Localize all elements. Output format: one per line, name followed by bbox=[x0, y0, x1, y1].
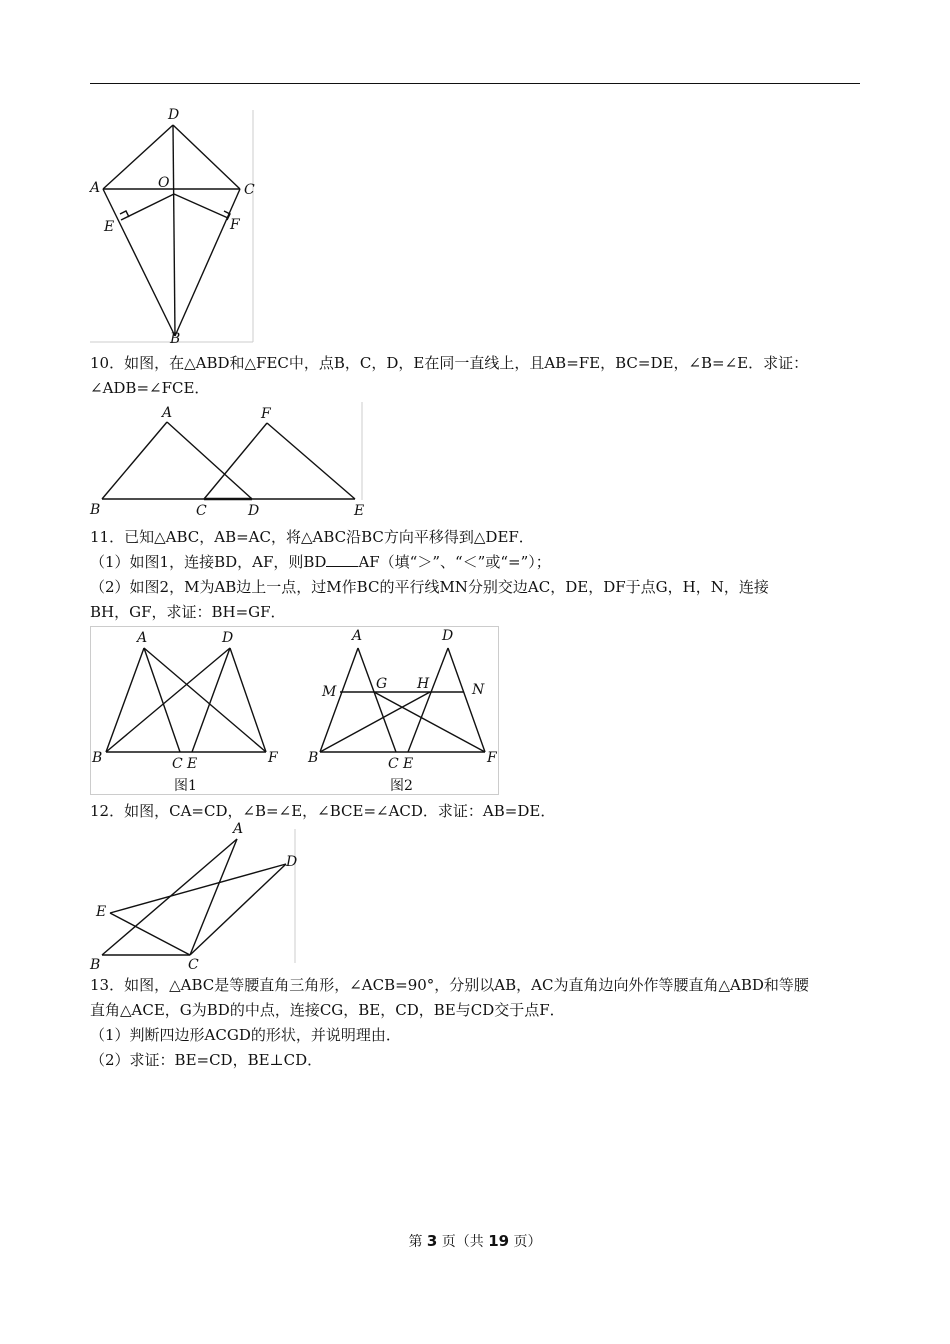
label-C: C bbox=[196, 503, 207, 519]
figure-kite bbox=[90, 105, 260, 345]
fig2-label-D: D bbox=[442, 628, 454, 644]
footer-suffix: 页） bbox=[509, 1234, 542, 1250]
label-A: A bbox=[162, 405, 173, 421]
label-D: D bbox=[168, 107, 180, 123]
fig2-label-F: F bbox=[487, 750, 497, 766]
label-E: E bbox=[104, 219, 115, 235]
label-A: A bbox=[90, 180, 101, 196]
fig2-label-H: H bbox=[417, 676, 430, 692]
problem-11-line2a: （1）如图1，连接BD，AF，则BD bbox=[90, 553, 327, 571]
problem-13-line2: 直角△ACE，G为BD的中点，连接CG，BE，CD，BE与CD交于点F． bbox=[90, 1001, 565, 1019]
page-footer bbox=[0, 1231, 950, 1251]
line-AD bbox=[167, 422, 252, 499]
fig1-label-D: D bbox=[222, 630, 234, 646]
label-O: O bbox=[158, 175, 170, 191]
fig1-label-A: A bbox=[137, 630, 148, 646]
footer-total-pages: 19 bbox=[488, 1232, 510, 1250]
line-FC bbox=[204, 423, 267, 499]
problem-10-line2: ∠ADB=∠FCE． bbox=[90, 379, 210, 397]
fig1-label-E: E bbox=[187, 756, 198, 772]
fig2-caption: 图2 bbox=[390, 778, 413, 794]
figure-problem-10 bbox=[90, 402, 370, 520]
footer-page-number: 3 bbox=[426, 1232, 438, 1250]
fig2-label-E: E bbox=[403, 756, 414, 772]
footer-middle: 页（共 bbox=[437, 1234, 489, 1250]
label-A: A bbox=[233, 821, 244, 837]
line-EC bbox=[110, 913, 190, 955]
header-rule bbox=[90, 83, 860, 84]
problem-11-line4: BH，GF，求证：BH=GF． bbox=[90, 603, 286, 621]
answer-blank bbox=[326, 552, 358, 567]
problem-12-line1: 12．如图，CA=CD，∠B=∠E，∠BCE=∠ACD．求证：AB=DE． bbox=[90, 802, 556, 820]
problem-11-line2b: AF（填“＞”、“＜”或“=”）； bbox=[358, 553, 551, 571]
label-E: E bbox=[96, 904, 107, 920]
label-D: D bbox=[286, 854, 298, 870]
fig2-AC bbox=[358, 648, 396, 752]
fig2-label-M: M bbox=[322, 684, 337, 700]
label-F: F bbox=[230, 217, 240, 233]
problem-13-line1: 13．如图，△ABC是等腰直角三角形，∠ACB=90°，分别以AB，AC为直角边向外作等腰直角△ABD和等腰 bbox=[90, 976, 809, 994]
fig2-BH bbox=[320, 692, 430, 752]
fig2-DF bbox=[448, 648, 485, 752]
label-B: B bbox=[170, 331, 181, 347]
line-CB bbox=[175, 189, 240, 336]
problem-11-line3: （2）如图2，M为AB边上一点，过M作BC的平行线MN分别交边AC，DE，DF于点G，H，N，连接 bbox=[90, 578, 769, 596]
fig1-label-F: F bbox=[268, 750, 278, 766]
fig2-GF bbox=[374, 692, 485, 752]
fig2-AB bbox=[320, 648, 358, 752]
problem-11-line2 bbox=[90, 549, 860, 575]
fig2-label-C: C bbox=[388, 756, 399, 772]
problem-13-line3: （1）判断四边形ACGD的形状，并说明理由． bbox=[90, 1026, 401, 1044]
label-E: E bbox=[354, 503, 365, 519]
footer-prefix: 第 bbox=[408, 1234, 427, 1250]
fig2-label-B: B bbox=[308, 750, 319, 766]
fig2-label-G: G bbox=[376, 676, 388, 692]
label-C: C bbox=[188, 957, 199, 973]
fig1-label-B: B bbox=[92, 750, 103, 766]
label-C: C bbox=[244, 182, 255, 198]
problem-13-line4: （2）求证：BE=CD，BE⊥CD． bbox=[90, 1051, 323, 1069]
problem-10-line1: 10．如图，在△ABD和△FEC中，点B，C，D，E在同一直线上，且AB=FE，BC=DE，∠B=∠E．求证： bbox=[90, 354, 809, 372]
label-B: B bbox=[90, 957, 101, 973]
line-AC bbox=[190, 839, 237, 955]
line-FE bbox=[267, 423, 355, 499]
figure-problem-12 bbox=[90, 823, 305, 973]
line-DB bbox=[173, 125, 175, 336]
label-F: F bbox=[261, 406, 271, 422]
line-DC bbox=[173, 125, 240, 189]
figure-problem-11 bbox=[90, 626, 502, 798]
label-B: B bbox=[90, 502, 101, 518]
problem-11-line1: 11．已知△ABC，AB=AC，将△ABC沿BC方向平移得到△DEF． bbox=[90, 528, 534, 546]
line-BA bbox=[102, 422, 167, 499]
fig2-label-A: A bbox=[352, 628, 363, 644]
fig1-label-C: C bbox=[172, 756, 183, 772]
fig2-label-N: N bbox=[472, 682, 485, 698]
label-D: D bbox=[248, 503, 260, 519]
line-OF bbox=[174, 194, 228, 218]
fig1-caption: 图1 bbox=[174, 778, 197, 794]
